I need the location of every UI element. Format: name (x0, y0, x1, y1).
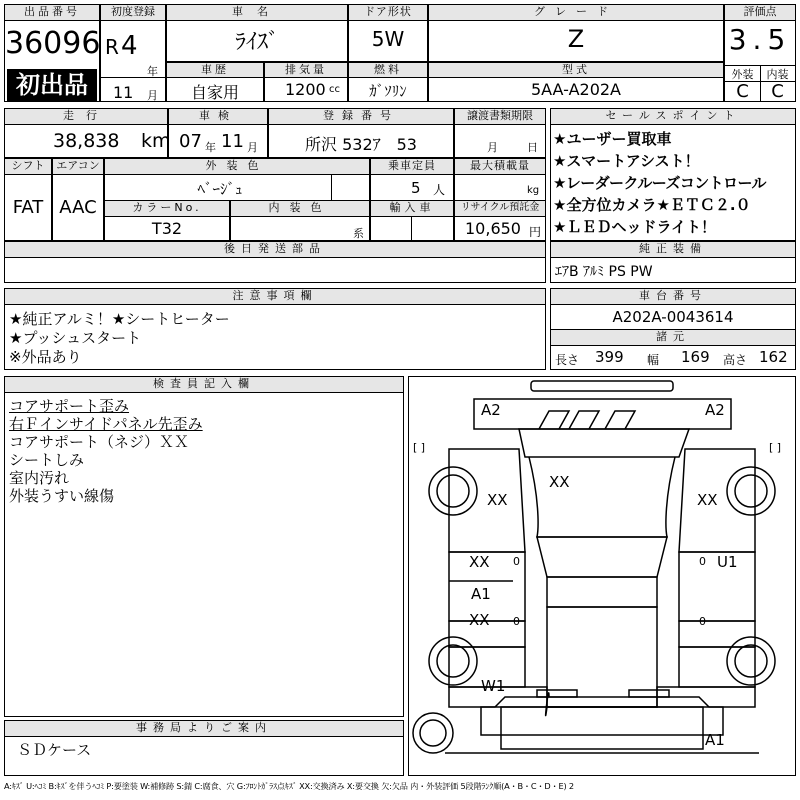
mileage-label: 走行 (4, 108, 168, 125)
inspection-year: 07 (179, 131, 202, 152)
front-left-wheel (429, 467, 477, 515)
chassis-value: A202A-0043614 (612, 308, 734, 326)
zero-mark: 0 (513, 615, 520, 628)
car-name-label: 車名 (166, 4, 348, 21)
displacement-cell (264, 77, 348, 102)
model-label: 型式 (428, 62, 724, 78)
rear-left-wheel (429, 637, 477, 685)
int-color-cell (230, 216, 370, 241)
int-color-label: 内装色 (230, 200, 370, 217)
exterior-value: C (736, 81, 749, 102)
import-label: 輸入車 (370, 200, 454, 217)
mark-rear-bumper: A1 (705, 731, 725, 749)
height-label: 高さ (723, 353, 748, 367)
inspector-line: シートしみ (9, 451, 85, 469)
model-cell (428, 77, 724, 102)
lot-number-block (4, 4, 100, 102)
roof-front-shape (547, 577, 657, 607)
capacity-unit: 人 (433, 183, 446, 197)
color-no-label: カラーNo. (104, 200, 230, 217)
recycle-label: リサイクル預託金 (454, 200, 546, 217)
ext-color-cell (104, 174, 370, 201)
month-unit: 月 (147, 89, 158, 102)
lot-label: 出品番号 (4, 4, 100, 21)
recycle-unit: 円 (529, 225, 542, 239)
sales-points-panel (550, 124, 796, 241)
note-line: ★プッシュスタート (9, 329, 142, 347)
shift-value: FAT (12, 197, 44, 218)
displacement-label: 排気量 (264, 62, 348, 78)
rear-bumper-shape (501, 707, 703, 749)
ext-color-value: ﾍﾞｰｼﾞｭ (197, 180, 243, 198)
grade-block (428, 4, 724, 62)
rear-right-wheel (727, 637, 775, 685)
aircon-label: エアコン (52, 158, 104, 175)
registration-month: 11 (113, 83, 134, 102)
rear-light-right (629, 690, 669, 697)
history-value: 自家用 (190, 83, 239, 102)
later-parts-label: 後日発送部品 (4, 241, 546, 258)
fuel-label: 燃料 (348, 62, 428, 78)
score-block (724, 4, 796, 102)
registration-year: 4 (121, 31, 138, 61)
load-unit: kg (527, 185, 540, 196)
office-title: 事務局よりご案内 (4, 720, 404, 737)
car-diagram-svg (409, 377, 795, 775)
interior-value: C (771, 81, 784, 102)
era-letter: R (105, 35, 119, 59)
transfer-month-unit: 月 (487, 141, 498, 154)
specs-title: 諸元 (550, 329, 796, 346)
sales-points-title: セールスポイント (550, 108, 796, 125)
inspector-line: 外装うすい線傷 (9, 487, 115, 505)
specs-cell (550, 345, 796, 370)
color-no-value: T32 (151, 219, 183, 238)
inspector-line: 室内汚れ (9, 469, 70, 487)
transfer-cell (454, 124, 546, 158)
score-label: 評価点 (724, 4, 796, 21)
note-line: ※外品あり (9, 348, 82, 366)
mileage-unit: km (141, 130, 171, 152)
zero-mark: 0 (513, 555, 520, 568)
inspector-line: コアサポート（ネジ）ＸＸ (9, 433, 190, 451)
shift-cell (4, 174, 52, 241)
fuel-value: ｶﾞｿﾘﾝ (369, 82, 407, 100)
sales-point: ★ＬＥＤヘッドライト！ (553, 218, 716, 236)
transfer-day-unit: 日 (527, 141, 538, 154)
capacity-value: 5 (411, 179, 421, 197)
import-cell (370, 216, 454, 241)
plate-value: 所沢 532ｱ 53 (305, 135, 417, 154)
length-label: 長さ (555, 353, 580, 367)
inspector-line: 右Ｆインサイドパネル先歪み (9, 415, 203, 433)
exterior-label: 外装 (731, 68, 754, 81)
hood-shape (529, 457, 675, 537)
later-parts-cell (4, 257, 546, 283)
rear-light-left (537, 690, 577, 697)
aircon-cell (52, 174, 104, 241)
first-listing-badge: 初出品 (7, 69, 97, 101)
rear-panel-shape (481, 707, 723, 735)
inspection-month-unit: 月 (247, 141, 258, 154)
note-line: ★純正アルミ！★シートヒーター (9, 310, 230, 328)
inspection-year-unit: 年 (205, 141, 216, 154)
car-name-block (166, 4, 348, 62)
car-diagram (408, 376, 796, 776)
mark-right-front-door: U1 (717, 553, 738, 571)
notes-title: 注意事項欄 (4, 288, 546, 305)
sales-point: ★ユーザー買取車 (553, 130, 672, 148)
equipment-cell (550, 257, 796, 283)
interior-label: 内装 (766, 68, 789, 81)
windshield-shape (537, 537, 667, 577)
score-value: 3.5 (728, 23, 792, 56)
office-panel (4, 736, 404, 776)
registration-label: 初度登録 (100, 4, 166, 21)
equipment-title: 純正装備 (550, 241, 796, 258)
recycle-value: 10,650 (465, 219, 521, 238)
roof-shape (547, 607, 657, 707)
aircon-value: AAC (59, 197, 97, 218)
inspector-line: コアサポート歪み (9, 397, 130, 415)
transfer-label: 譲渡書類期限 (454, 108, 546, 125)
lot-number: 36096 (5, 26, 101, 61)
load-label: 最大積載量 (454, 158, 546, 175)
grade-label: グレード (428, 4, 724, 21)
notes-panel (4, 304, 546, 370)
zero-mark: 0 (699, 615, 706, 628)
shift-label: シフト (4, 158, 52, 175)
ext-color-label: 外装色 (104, 158, 370, 175)
office-value: ＳＤケース (17, 741, 92, 759)
mark-right-fender: XX (697, 491, 718, 509)
mark-front-right: A2 (705, 401, 725, 419)
car-name: ﾗｲｽﾞ (234, 30, 279, 55)
mileage-value: 38,838 (53, 130, 120, 152)
displacement-value: 1200 (285, 80, 326, 99)
door-block (348, 4, 428, 62)
mark-front-left: A2 (481, 401, 501, 419)
capacity-cell (370, 174, 454, 201)
right-rear-door-shape (679, 647, 755, 687)
chassis-cell (550, 304, 796, 330)
int-color-unit: 系 (353, 227, 364, 240)
displacement-unit: cc (329, 84, 340, 95)
right-mid-shape (679, 621, 755, 647)
sales-point: ★スマートアシスト！ (553, 152, 700, 170)
front-right-wheel (727, 467, 775, 515)
history-cell (166, 77, 264, 102)
length-value: 399 (595, 348, 624, 366)
bracket-mark: [ ] (413, 441, 426, 454)
mark-left-front-door: XX (469, 553, 490, 571)
inspector-panel (4, 392, 404, 717)
plate-label: 登録番号 (268, 108, 454, 125)
mileage-cell (4, 124, 171, 158)
recycle-cell (454, 216, 546, 241)
mark-hood: XX (549, 473, 570, 491)
grade-value: Z (567, 25, 585, 53)
equipment-value: ｴｱB ｱﾙﾐ PS PW (555, 264, 653, 280)
inspection-cell (168, 124, 268, 158)
door-value: 5W (371, 27, 405, 51)
front-bumper-shape (531, 381, 673, 391)
inspector-title: 検査員記入欄 (4, 376, 404, 393)
bracket-mark: [ ] (769, 441, 782, 454)
door-label: ドア形状 (348, 4, 428, 21)
fuel-cell (348, 77, 428, 102)
zero-mark: 0 (699, 555, 706, 568)
capacity-label: 乗車定員 (370, 158, 454, 175)
model-value: 5AA-A202A (530, 80, 621, 99)
inspection-label: 車検 (168, 108, 268, 125)
width-value: 169 (681, 348, 710, 366)
front-panel-shape (474, 399, 731, 429)
mark-left-fender: XX (487, 491, 508, 509)
plate-cell (268, 124, 454, 158)
spare-wheel (413, 713, 453, 753)
color-no-cell (104, 216, 230, 241)
chassis-title: 車台番号 (550, 288, 796, 305)
registration-block (100, 4, 166, 102)
height-value: 162 (759, 348, 788, 366)
mark-left-rear-lower: XX (469, 611, 490, 629)
year-unit: 年 (147, 65, 158, 78)
load-cell (454, 174, 546, 201)
mark-left-rear: W1 (481, 677, 506, 695)
mark-left-rear-upper: A1 (471, 585, 491, 603)
sales-point: ★全方位カメラ★ＥＴＣ２.０ (553, 196, 751, 214)
width-label: 幅 (647, 353, 660, 367)
legend: A:ｷｽﾞ U:ﾍｺﾐ B:ｷｽﾞを伴うﾍｺﾐ P:要塗装 W:補修跡 S:錆 C:腐食、穴 G:ﾌﾛﾝﾄｶﾞﾗｽ点ｷｽﾞ XX:交換済み X:要交換 欠:欠品 内・外装評価 5段階ﾗﾝｸ順(A・B・C・D・E) 2 (4, 781, 574, 791)
front-grille-shape (519, 429, 689, 457)
history-label: 車歴 (166, 62, 264, 78)
sales-point: ★レーダークルーズコントロール (553, 174, 766, 192)
inspection-month: 11 (221, 131, 244, 152)
